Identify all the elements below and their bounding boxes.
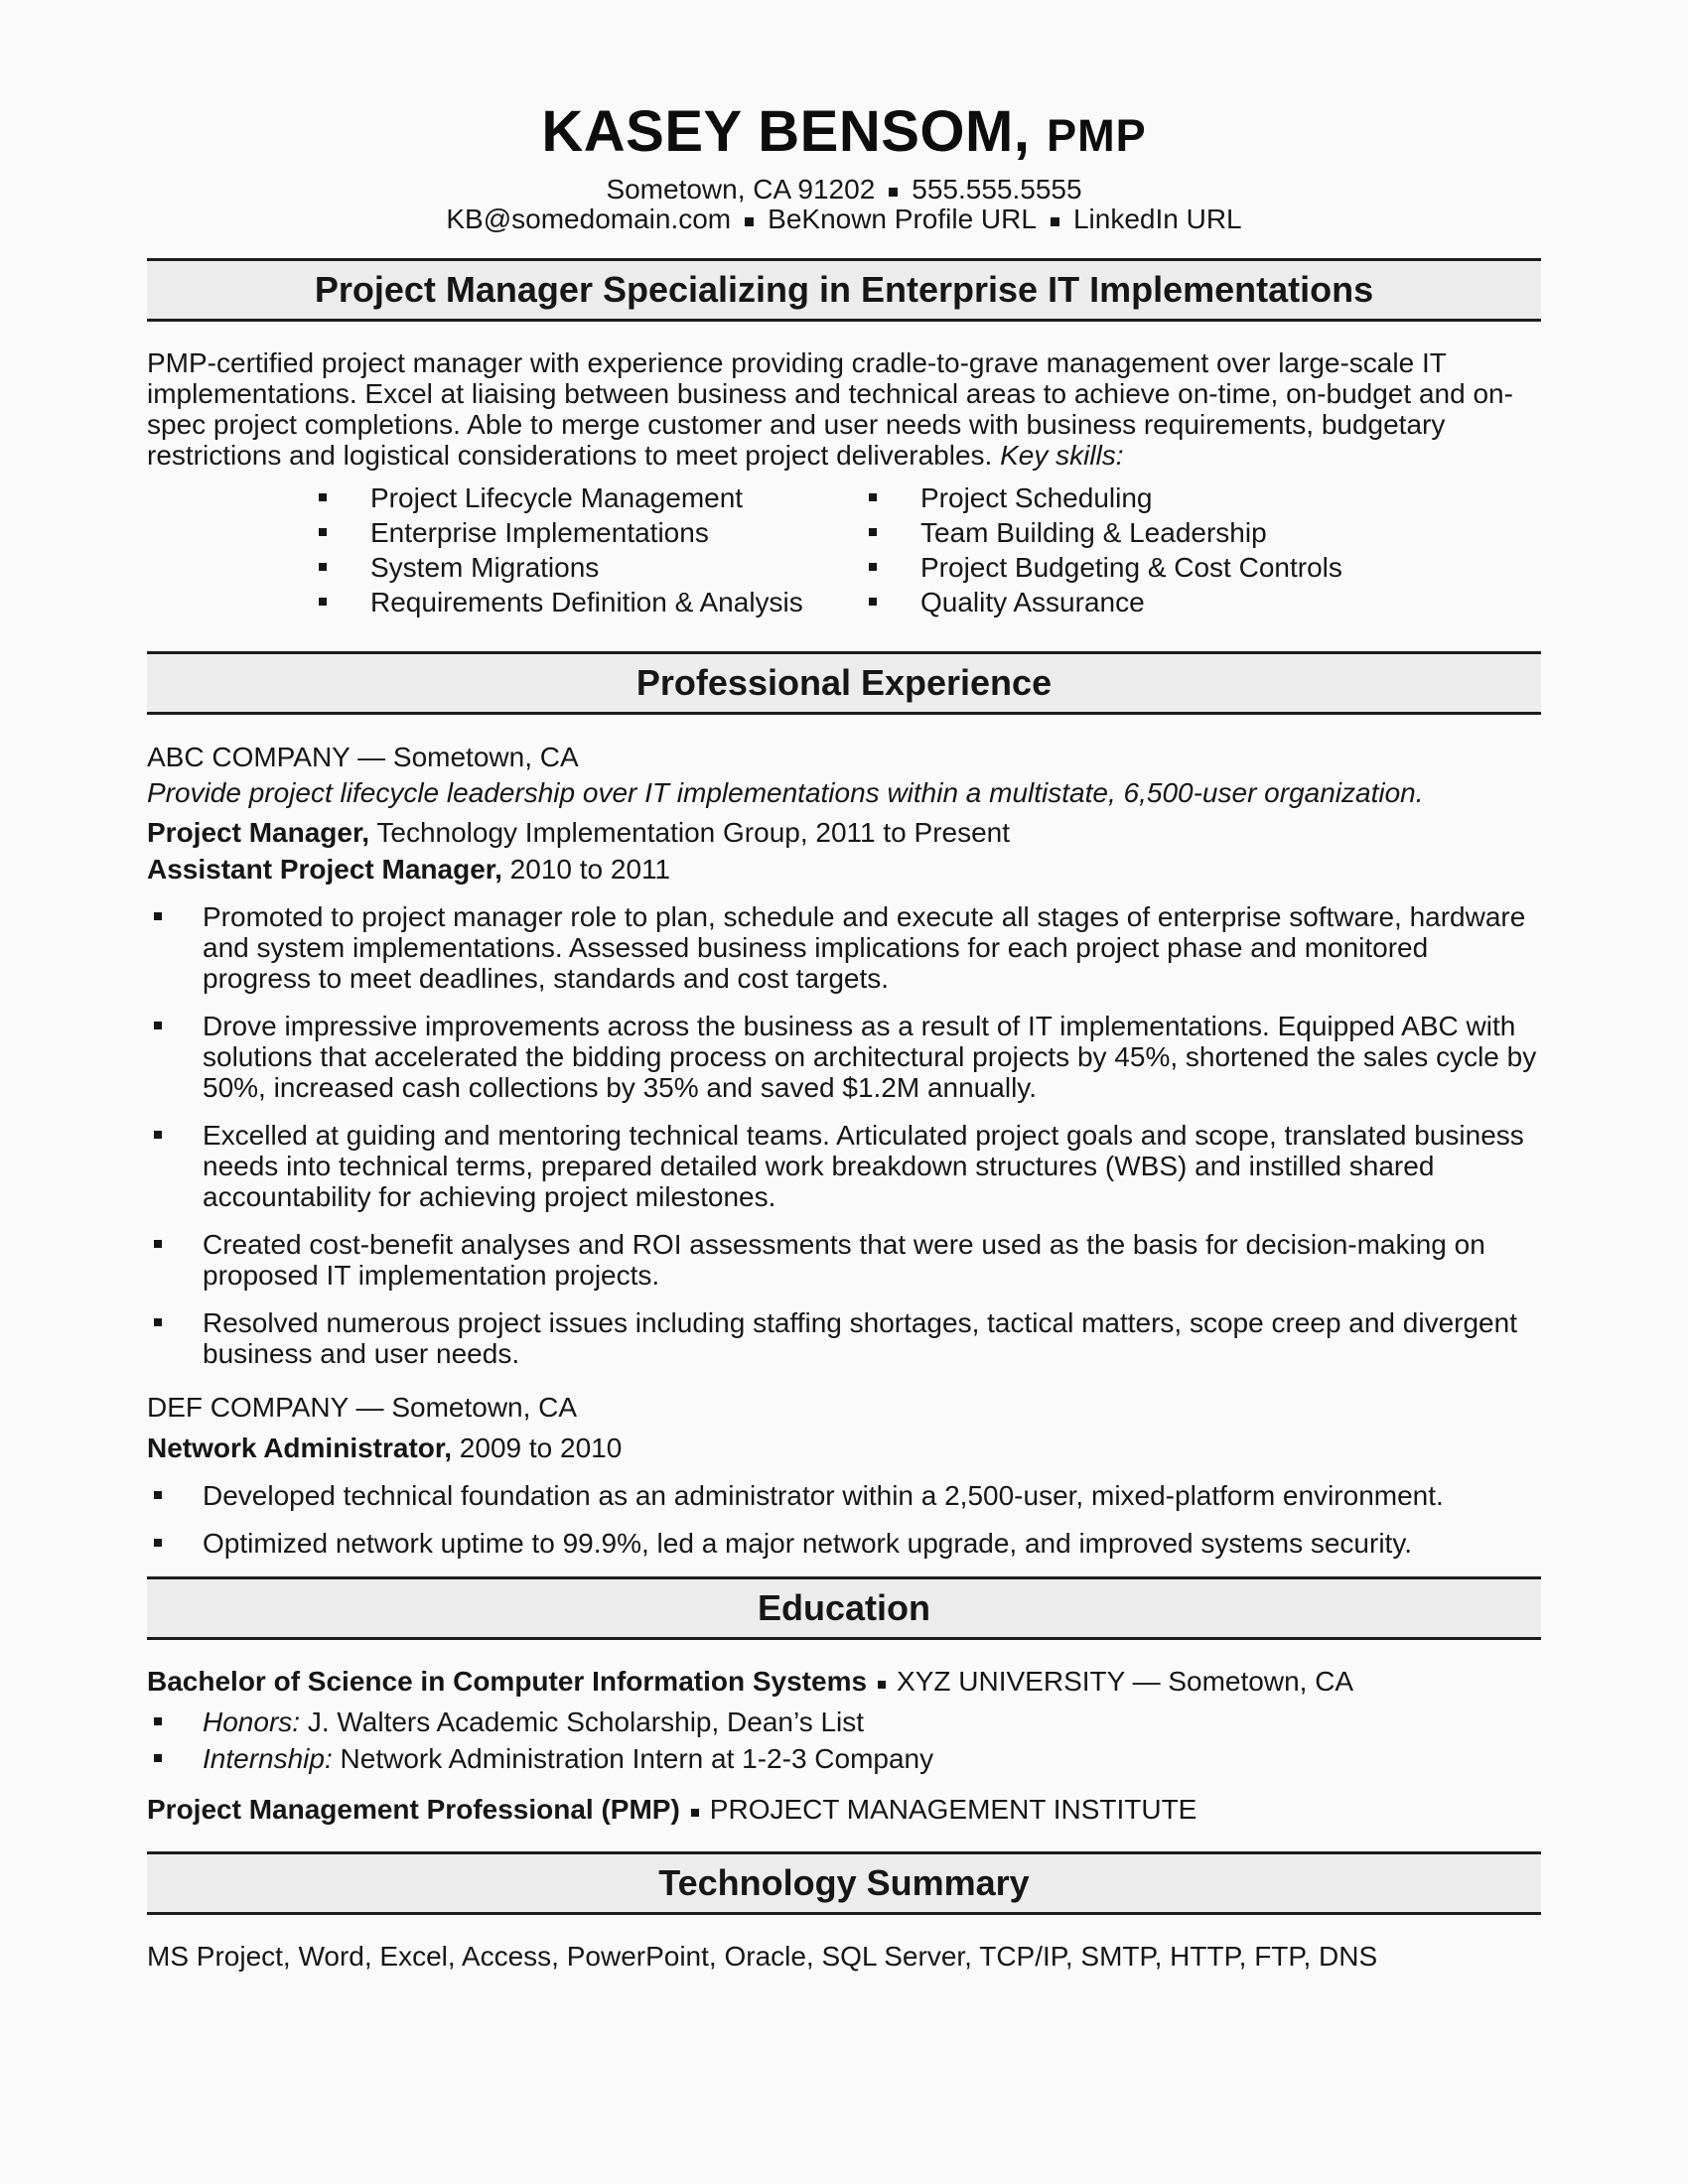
certification-org: PROJECT MANAGEMENT INSTITUTE	[709, 1794, 1197, 1825]
bullet-item: Developed technical foundation as an administrator within a 2,500-user, mixed-platform environment.	[147, 1480, 1541, 1511]
summary-paragraph	[147, 347, 1541, 471]
bullet-item	[147, 1706, 1541, 1737]
experience-entry-def	[147, 1393, 1541, 1559]
contact-line-2	[147, 205, 1541, 234]
education-degree-line	[147, 1666, 1541, 1697]
certification-title: Project Management Professional (PMP)	[147, 1794, 680, 1825]
skill-item: Enterprise Implementations	[319, 519, 869, 547]
company-name: ABC COMPANY — Sometown, CA	[147, 742, 579, 772]
skill-item: Quality Assurance	[869, 589, 1342, 616]
key-skills-list-right	[869, 484, 1342, 623]
honors-text: J. Walters Academic Scholarship, Dean’s List	[300, 1706, 865, 1737]
resume-header	[147, 0, 1541, 234]
skill-item: Project Lifecycle Management	[319, 484, 869, 512]
section-header-headline: Project Manager Specializing in Enterprise IT Implementations	[147, 258, 1541, 322]
role-title: Network Administrator,	[147, 1433, 453, 1463]
internship-label: Internship:	[203, 1743, 333, 1774]
education-bullets	[147, 1706, 1541, 1774]
summary-text: PMP-certified project manager with experience providing cradle-to-grave management over large-scale IT implementations. Excel at liaising between business and technical areas to achieve on-time, on-budget and on-spec project completions. Able to merge customer and user needs with business requirements, budgetary restrictions and logistical considerations to meet project deliverables.	[147, 347, 1513, 471]
candidate-name: KASEY BENSOM,	[541, 99, 1031, 164]
beknown-profile-text: BeKnown Profile URL	[768, 204, 1037, 234]
company-tagline: Provide project lifecycle leadership over IT implementations within a multistate, 6,500-user organization.	[147, 777, 1424, 808]
skill-item: Project Budgeting & Cost Controls	[869, 554, 1342, 582]
section-header-experience: Professional Experience	[147, 651, 1541, 715]
bullet-item	[147, 1743, 1541, 1774]
role-dates: 2010 to 2011	[501, 854, 671, 885]
role-dates: Technology Implementation Group, 2011 to Present	[369, 817, 1011, 848]
role-line	[147, 1430, 1541, 1466]
role-line	[147, 814, 1541, 851]
role-lines	[147, 1430, 1541, 1466]
location-text: Sometown, CA 91202	[606, 174, 876, 205]
experience-bullets	[147, 901, 1541, 1369]
bullet-item: Optimized network uptime to 99.9%, led a major network upgrade, and improved systems security.	[147, 1528, 1541, 1559]
resume-content	[147, 0, 1541, 1972]
role-title: Project Manager,	[147, 817, 370, 848]
role-title: Assistant Project Manager,	[147, 854, 502, 885]
separator-square-icon	[889, 188, 898, 197]
key-skills-columns	[147, 484, 1541, 623]
bullet-item: Drove impressive improvements across the business as a result of IT implementations. Equipped ABC with solutions that accelerated the bidding process on architectural projects by 45%, shortened the sales cycle by 50%, increased cash collections by 35% and saved $1.2M annually.	[147, 1011, 1541, 1103]
experience-entry-abc	[147, 743, 1541, 1369]
key-skills-label: Key skills:	[1000, 440, 1124, 471]
separator-square-icon	[878, 1681, 886, 1689]
contact-line-1	[147, 175, 1541, 205]
separator-square-icon	[1051, 217, 1059, 226]
email-text: KB@somedomain.com	[446, 204, 732, 234]
skill-item: Requirements Definition & Analysis	[319, 589, 869, 616]
section-header-education: Education	[147, 1576, 1541, 1640]
university-name: XYZ UNIVERSITY — Sometown, CA	[897, 1666, 1354, 1697]
company-name: DEF COMPANY — Sometown, CA	[147, 1392, 578, 1423]
degree-title: Bachelor of Science in Computer Information Systems	[147, 1666, 868, 1697]
experience-bullets	[147, 1480, 1541, 1559]
internship-text: Network Administration Intern at 1-2-3 Company	[332, 1743, 934, 1774]
role-lines	[147, 814, 1541, 887]
skill-item: System Migrations	[319, 554, 869, 582]
section-header-technology: Technology Summary	[147, 1851, 1541, 1915]
bullet-item: Created cost-benefit analyses and ROI assessments that were used as the basis for decision-making on proposed IT implementation projects.	[147, 1229, 1541, 1291]
role-dates: 2009 to 2010	[452, 1433, 623, 1463]
technology-summary-text: MS Project, Word, Excel, Access, PowerPoint, Oracle, SQL Server, TCP/IP, SMTP, HTTP, FTP, DNS	[147, 1941, 1378, 1972]
candidate-name-line	[147, 101, 1541, 167]
certification-line	[147, 1794, 1541, 1825]
bullet-item: Resolved numerous project issues including staffing shortages, tactical matters, scope creep and divergent business and user needs.	[147, 1307, 1541, 1369]
separator-square-icon	[691, 1809, 699, 1817]
phone-text: 555.555.5555	[912, 174, 1082, 205]
separator-square-icon	[745, 217, 754, 226]
candidate-credential: PMP	[1047, 110, 1147, 161]
bullet-item: Excelled at guiding and mentoring technical teams. Articulated project goals and scope, translated business needs into technical terms, prepared detailed work breakdown structures (WBS) and instilled shared accountability for achieving project milestones.	[147, 1120, 1541, 1212]
key-skills-list-left	[319, 484, 869, 623]
linkedin-url-text: LinkedIn URL	[1072, 204, 1242, 234]
skill-item: Project Scheduling	[869, 484, 1342, 512]
bullet-item: Promoted to project manager role to plan, schedule and execute all stages of enterprise software, hardware and system implementations. Assessed business implications for each project phase and monitored progress to meet deadlines, standards and cost targets.	[147, 901, 1541, 994]
skill-item: Team Building & Leadership	[869, 519, 1342, 547]
role-line	[147, 851, 1541, 887]
honors-label: Honors:	[203, 1706, 301, 1737]
